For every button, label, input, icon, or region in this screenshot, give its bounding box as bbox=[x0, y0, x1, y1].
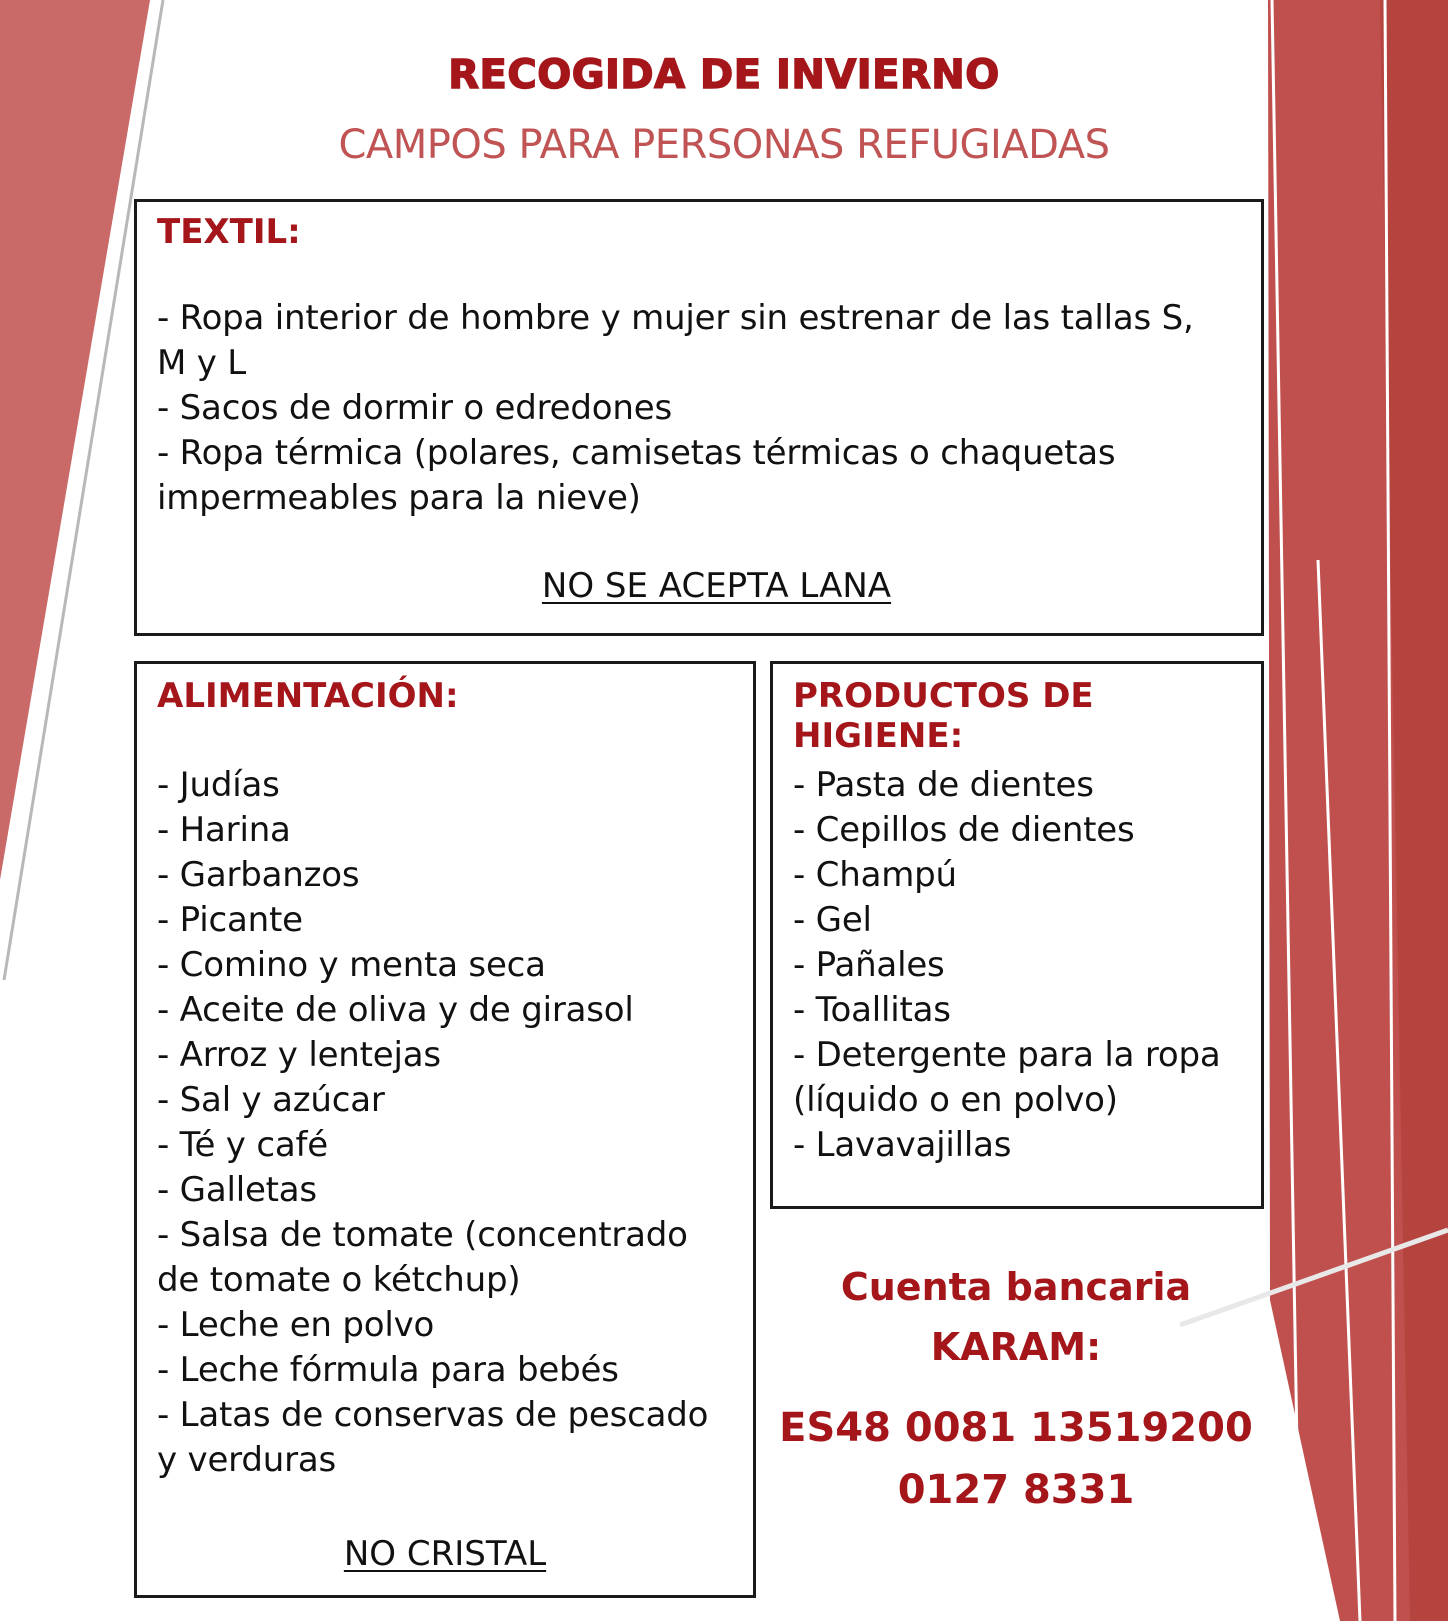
textil-heading: TEXTIL: bbox=[157, 212, 301, 252]
list-item: - Toallitas bbox=[793, 990, 951, 1030]
list-item: - Cepillos de dientes bbox=[793, 810, 1135, 850]
list-item: - Aceite de oliva y de girasol bbox=[157, 990, 634, 1030]
list-item: - Ropa térmica (polares, camisetas térmicas o chaquetas bbox=[157, 433, 1116, 473]
list-item: - Arroz y lentejas bbox=[157, 1035, 441, 1075]
list-item: - Picante bbox=[157, 900, 303, 940]
list-item: - Sacos de dormir o edredones bbox=[157, 388, 672, 428]
list-item: - Latas de conservas de pescado bbox=[157, 1395, 709, 1435]
bank-iban-line1: ES48 0081 13519200 bbox=[779, 1405, 1253, 1451]
list-item: impermeables para la nieve) bbox=[157, 478, 641, 518]
textil-box bbox=[134, 199, 1264, 636]
list-item: (líquido o en polvo) bbox=[793, 1080, 1118, 1120]
page-title: RECOGIDA DE INVIERNO bbox=[448, 52, 1000, 98]
textil-note: NO SE ACEPTA LANA bbox=[541, 566, 892, 606]
list-item: M y L bbox=[157, 343, 247, 383]
alimentacion-box bbox=[134, 661, 756, 1598]
list-item: - Leche en polvo bbox=[157, 1305, 435, 1345]
alimentacion-list bbox=[157, 763, 708, 1483]
alimentacion-heading: ALIMENTACIÓN: bbox=[157, 676, 459, 716]
higiene-list bbox=[793, 763, 1221, 1168]
bank-label-line2: KARAM: bbox=[930, 1325, 1102, 1369]
list-item: - Garbanzos bbox=[157, 855, 360, 895]
textil-list bbox=[157, 296, 1194, 521]
list-item: - Comino y menta seca bbox=[157, 945, 546, 985]
list-item: - Gel bbox=[793, 900, 872, 940]
bank-label-line1: Cuenta bancaria bbox=[840, 1265, 1192, 1309]
list-item: - Ropa interior de hombre y mujer sin estrenar de las tallas S, bbox=[157, 298, 1194, 338]
higiene-heading: PRODUCTOS DE HIGIENE: bbox=[793, 676, 1094, 756]
list-item: - Salsa de tomate (concentrado bbox=[157, 1215, 688, 1255]
alimentacion-note: NO CRISTAL bbox=[343, 1534, 547, 1574]
higiene-box bbox=[770, 661, 1264, 1209]
list-item: - Pasta de dientes bbox=[793, 765, 1094, 805]
page-subtitle: CAMPOS PARA PERSONAS REFUGIADAS bbox=[338, 122, 1110, 168]
list-item: - Pañales bbox=[793, 945, 945, 985]
list-item: - Detergente para la ropa bbox=[793, 1035, 1221, 1075]
list-item: - Leche fórmula para bebés bbox=[157, 1350, 619, 1390]
list-item: - Té y café bbox=[157, 1125, 328, 1165]
list-item: y verduras bbox=[157, 1440, 337, 1480]
list-item: - Sal y azúcar bbox=[157, 1080, 385, 1120]
list-item: - Judías bbox=[157, 765, 280, 805]
list-item: - Galletas bbox=[157, 1170, 317, 1210]
list-item: - Harina bbox=[157, 810, 291, 850]
list-item: - Champú bbox=[793, 855, 957, 895]
bank-iban-line2: 0127 8331 bbox=[897, 1467, 1135, 1513]
list-item: de tomate o kétchup) bbox=[157, 1260, 521, 1300]
list-item: - Lavavajillas bbox=[793, 1125, 1012, 1165]
